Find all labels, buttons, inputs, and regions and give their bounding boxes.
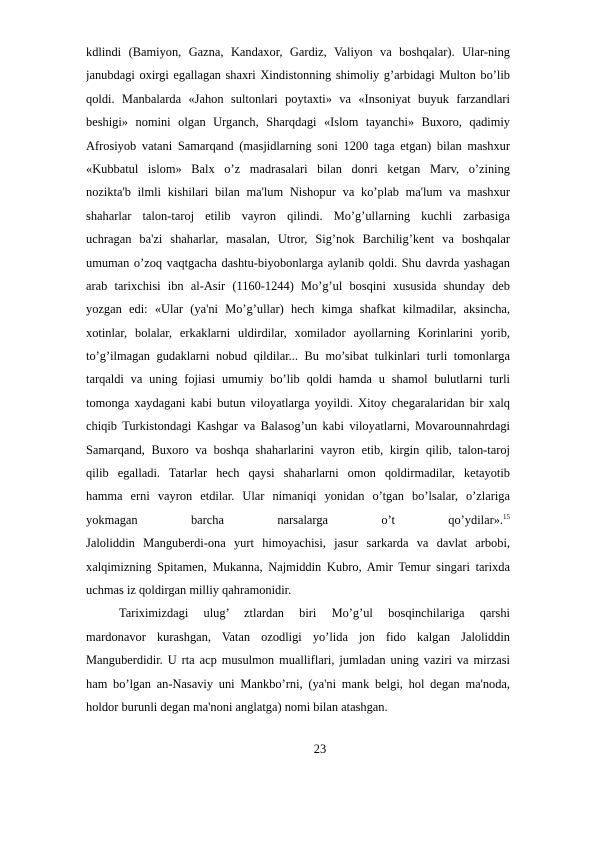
text-line: Samarqand, Buxoro va boshqa shaharlarini vayron etib, kirgin qilib, talon-taroj bbox=[86, 442, 510, 457]
text-line: ham bo’lgan an-Nasaviy uni Mankbo’rni, (ya'ni mank belgi, hol degan ma'noda, bbox=[86, 676, 510, 691]
text-line: uchmas iz qoldirgan milliy qahramonidir. bbox=[86, 582, 292, 597]
text-line: Afrosiyob vatani Samarqand (masjidlarning soni 1200 taga etgan) bilan mashxur bbox=[86, 138, 510, 153]
text-line: beshigi» nomini olgan Urganch, Sharqdagi «Islom tayanchi» Buxoro, qadimiy bbox=[86, 115, 510, 130]
text-line: xalqimizning Spitamen, Mukanna, Najmiddin Kubro, Amir Temur singari tarixda bbox=[86, 559, 510, 574]
text-line: qoldi. Manbalarda «Jahon sultonlari poytaxti» va «Insoniyat buyuk farzandlari bbox=[86, 91, 510, 106]
text-line: Jaloliddin Manguberdi-ona yurt himoyachisi, jasur sarkarda va davlat arbobi, bbox=[86, 536, 510, 551]
text-line: to’g’ilmagan gudaklarni nobud qildilar... Bu mo’sibat tulkinlari turli tomonlarga bbox=[86, 349, 510, 364]
text-line: hamma erni vayron etdilar. Ular nimaniqi yonidan o’tgan bo’lsalar, o’zlariga bbox=[86, 489, 510, 504]
page-number: 23 bbox=[313, 742, 327, 756]
text-line: janubdagi oxirgi egallagan shaxri Xindistonning shimoliy g’arbidagi Multon bo’lib bbox=[86, 68, 510, 83]
text-line: kdlindi (Bamiyon, Gazna, Kandaxor, Gardiz, Valiyon va boshqalar). Ular-ning bbox=[86, 45, 510, 59]
text-line: tarqaldi va uning fojiasi umumiy bo’lib qoldi hamda u shamol bulutlarni turli bbox=[86, 372, 510, 387]
text-line: nozikta'b ilmli kishilari bilan ma'lum Nishopur va ko’plab ma'lum va mashxur bbox=[86, 185, 510, 200]
text-line: xotinlar, bolalar, erkaklarni uldirdilar, xomilador ayollarning Korinlarini yorib, bbox=[86, 325, 510, 340]
text-line: arab tarixchisi ibn al-Asir (1160-1244) Mo’g’ul bosqini xususida shunday deb bbox=[86, 278, 510, 293]
text-line: «Kubbatul islom» Balx o’z madrasalari bilan donri ketgan Marv, o’zining bbox=[86, 161, 510, 176]
text-line: holdor burunli degan ma'noni anglatga) nomi bilan atashgan. bbox=[86, 699, 388, 714]
footnote-ref: 15 bbox=[503, 512, 510, 521]
text-line: Tariximizdagi ulug’ ztlardan biri Mo’g’ul bosqinchilariga qarshi bbox=[119, 606, 510, 621]
quote-end-text: yokmagan barcha narsalarga o’t qo’ydilar». bbox=[86, 512, 503, 527]
text-line: qilib egalladi. Tatarlar hech qaysi shaharlarni omon qoldirmadilar, ketayotib bbox=[86, 466, 510, 481]
text-line: yozgan edi: «Ular (ya'ni Mo’g’ullar) hech kimga shafkat kilmadilar, aksincha, bbox=[86, 302, 510, 317]
quote-end-line bbox=[86, 509, 510, 532]
text-line: uchragan ba'zi shaharlar, masalan, Utror, Sig’nok Barchilig’kent va boshqalar bbox=[86, 232, 510, 247]
text-line: Manguberdidir. U rta acp musulmon mualliflari, jumladan uning vaziri va mirzasi bbox=[86, 653, 510, 668]
text-line: tomonga xaydagani kabi butun viloyatlarga yoyildi. Xitoy chegaralaridan bir xalq bbox=[86, 395, 510, 410]
text-line: umuman o’zoq vaqtgacha dashtu-biyobonlarga aylanib qoldi. Shu davrda yashagan bbox=[86, 255, 510, 270]
text-line: chiqib Turkistondagi Kashgar va Balasog’un kabi viloyatlarni, Movarounnahrdagi bbox=[86, 419, 510, 434]
text-line: mardonavor kurashgan, Vatan ozodligi yo’lida jon fido kalgan Jaloliddin bbox=[86, 629, 510, 644]
text-line: shaharlar talon-taroj etilib vayron qilindi. Mo’g’ullarning kuchli zarbasiga bbox=[86, 208, 510, 223]
body-text bbox=[86, 41, 510, 719]
